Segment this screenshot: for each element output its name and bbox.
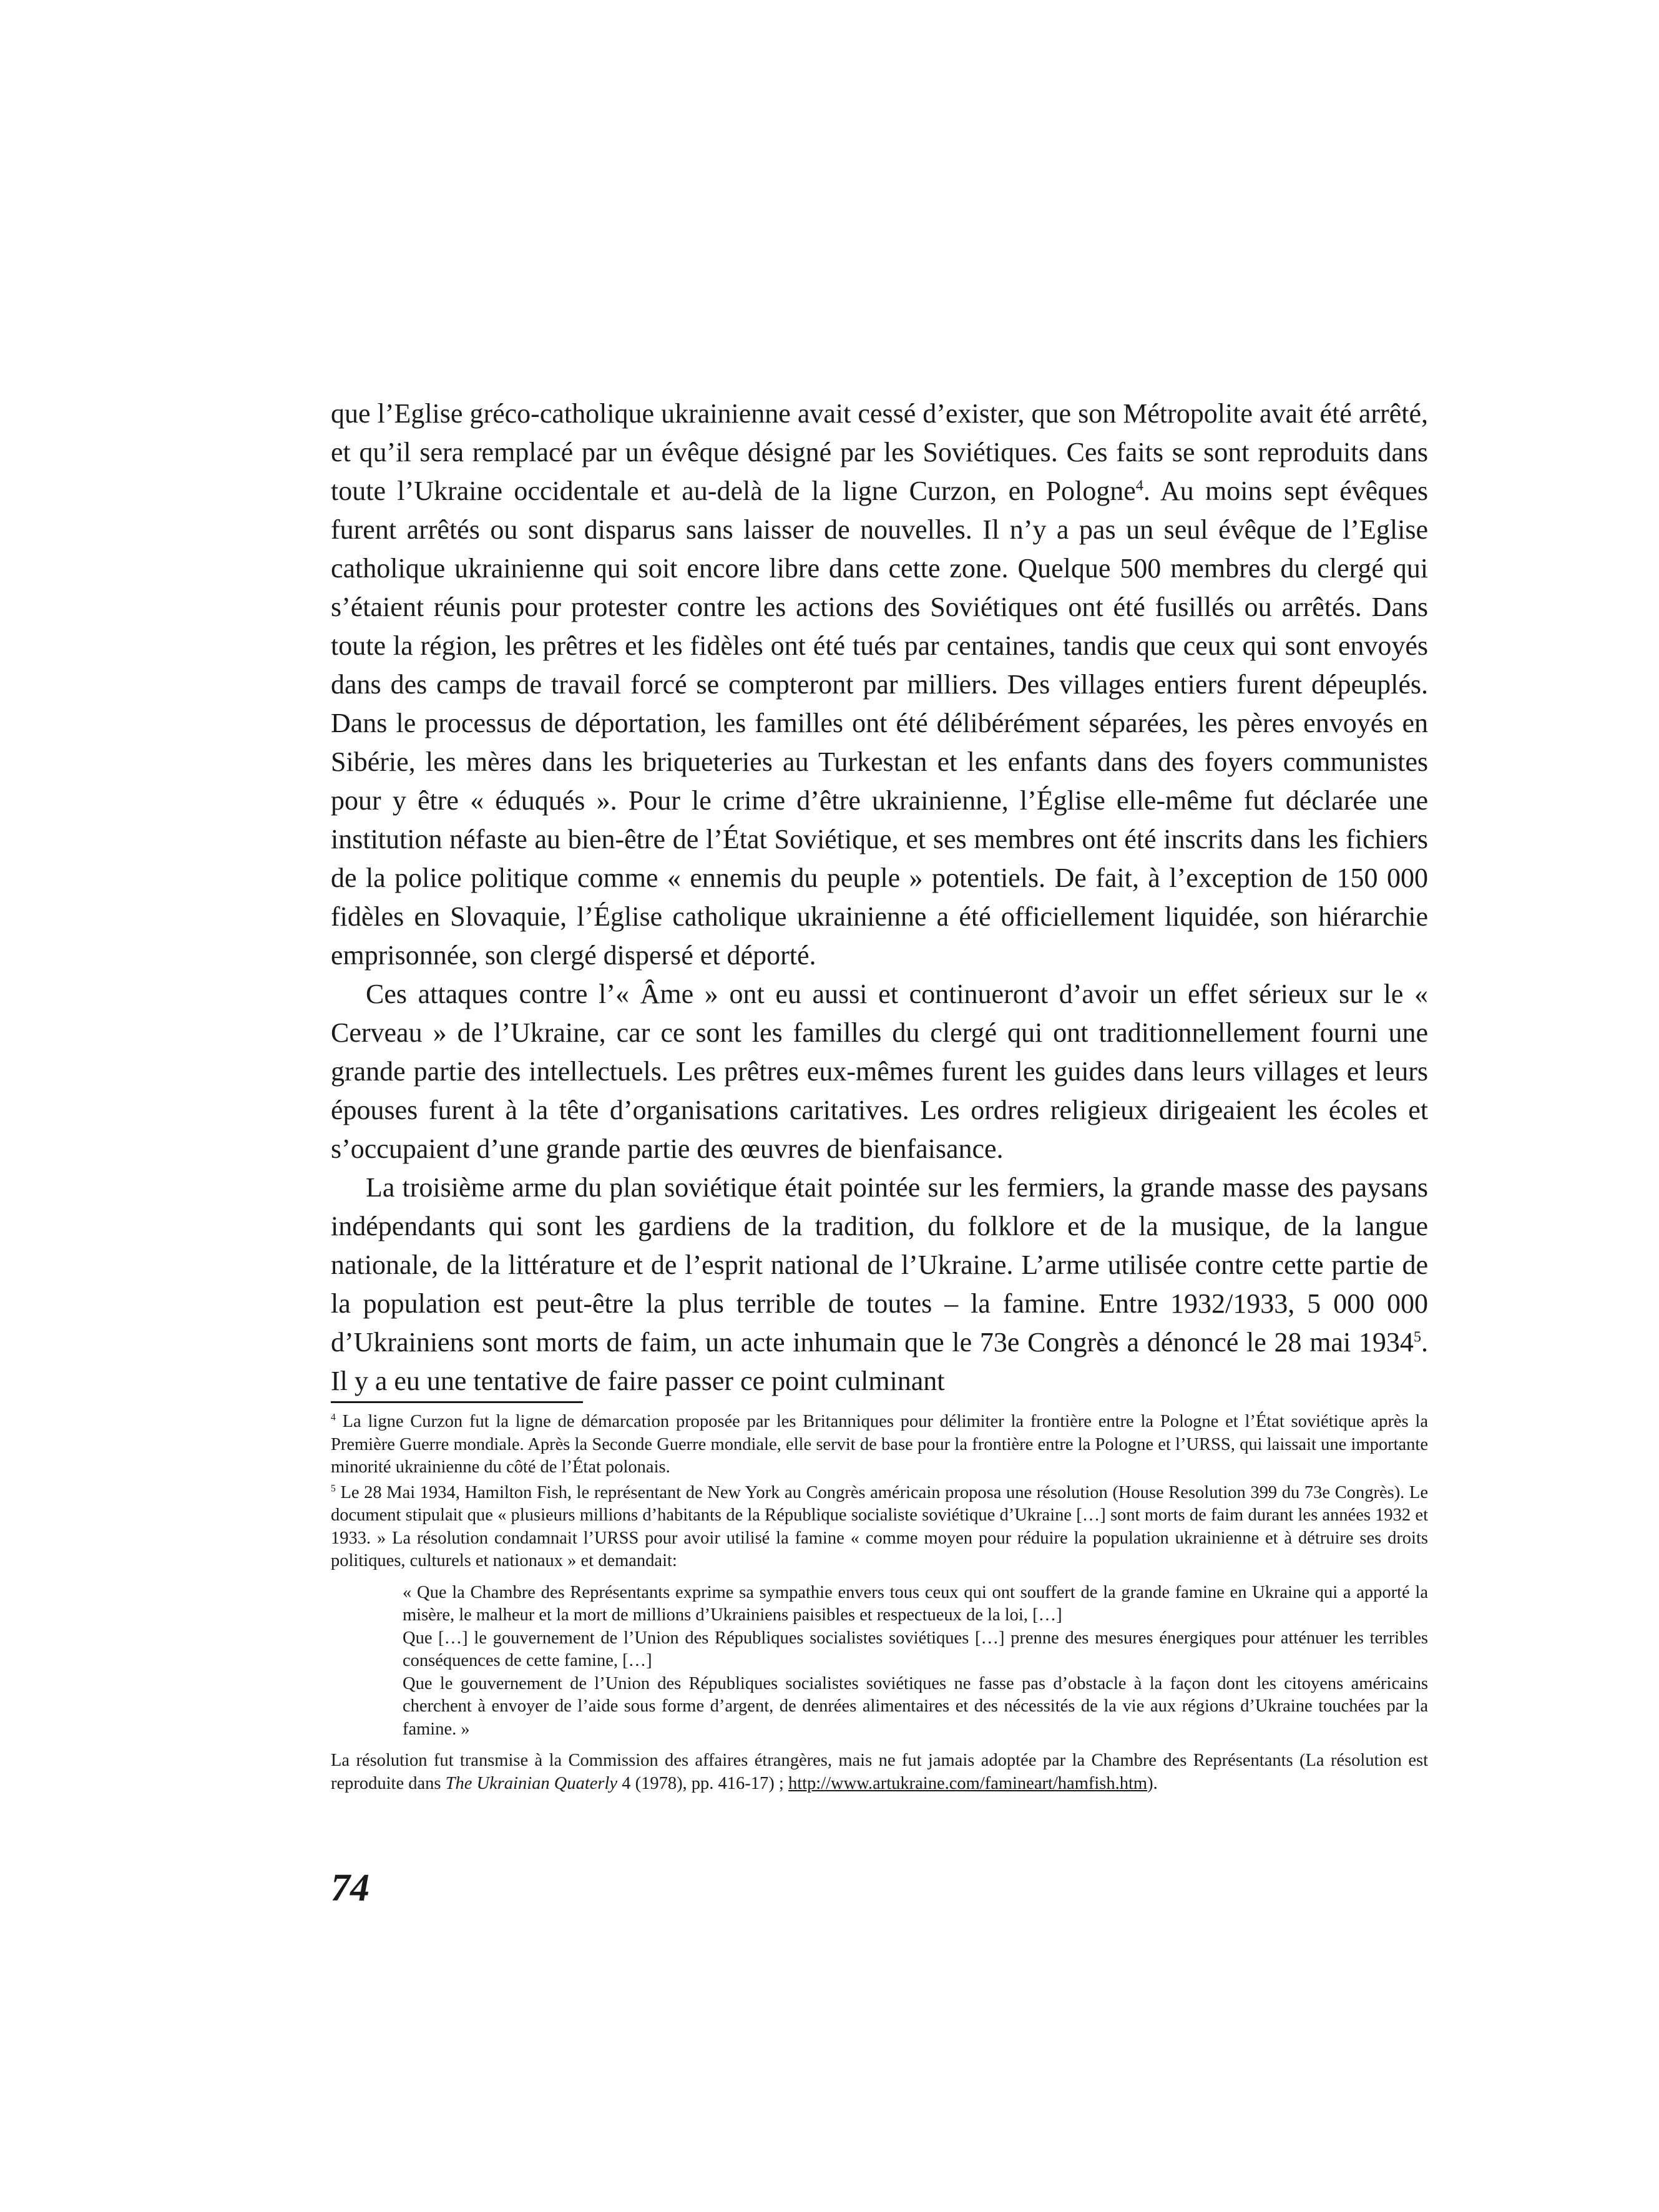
- footnote-number-5: 5: [331, 1483, 336, 1494]
- paragraph-1: [331, 394, 1428, 975]
- resolution-note: [331, 1750, 1428, 1795]
- quote-line-2: Que […] le gouvernement de l’Union des Républiques socialistes soviétiques […] prenne des mesures énergiques pour atténuer les terribles conséquences de cette famine, […]: [403, 1628, 1428, 1670]
- page-number: 74: [331, 1867, 369, 1909]
- footnote-5: [331, 1482, 1428, 1573]
- footnote-separator: [331, 1401, 583, 1403]
- footnote-4-text: La ligne Curzon fut la ligne de démarcation proposée par les Britanniques pour délimiter la frontière entre la Pologne et l’État soviétique après la Première Guerre mondiale. Après la Seconde Guerre mondiale, elle servit de base pour la frontière entre la Pologne et l’URSS, qui laissait une importante minorité ukrainienne du côté de l’État polonais.: [331, 1412, 1428, 1477]
- paragraph-3: [331, 1168, 1428, 1401]
- resolution-note-text-a: La résolution fut transmise à la Commission des affaires étrangères, mais ne fut jamais adoptée par la Chambre des Représentants (La résolution est reproduite dans: [331, 1751, 1428, 1793]
- main-text: [331, 394, 1428, 1401]
- paragraph-3-text-b: . Il y a eu une tentative de faire passer ce point culminant: [331, 1327, 1428, 1396]
- quote-line-1: « Que la Chambre des Représentants exprime sa sympathie envers tous ceux qui ont souffert de la grande famine en Ukraine qui a apporté la misère, le malheur et la mort de millions d’Ukrainiens paisibles et respectueux de la loi, […]: [403, 1582, 1428, 1625]
- footnote-ref-5[interactable]: 5: [1413, 1328, 1421, 1346]
- paragraph-1-text-b: . Au moins sept évêques furent arrêtés ou sont disparus sans laisser de nouvelles. Il n’y a pas un seul évêque de l’Eglise catholique ukrainienne qui soit encore libre dans cette zone. Quelque 500 membres du clergé qui s’étaient réunis pour protester contre les actions des Soviétiques ont été fusillés ou arrêtés. Dans toute la région, les prêtres et les fidèles ont été tués par centaines, tandis que ceux qui sont envoyés dans des camps de travail forcé se compteront par milliers. Des villages entiers furent dépeuplés. Dans le processus de déportation, les familles ont été délibérément séparées, les pères envoyés en Sibérie, les mères dans les briqueteries au Turkestan et les enfants dans des foyers communistes pour y être « éduqués ». Pour le crime d’être ukrainienne, l’Église elle-même fut déclarée une institution néfaste au bien-être de l’État Soviétique, et ses membres ont été inscrits dans les fichiers de la police politique comme « ennemis du peuple » potentiels. De fait, à l’exception de 150 000 fidèles en Slovaquie, l’Église catholique ukrainienne a été officiellement liquidée, son hiérarchie emprisonnée, son clergé dispersé et déporté.: [331, 476, 1428, 971]
- source-link[interactable]: http://www.artukraine.com/famineart/hamfish.htm: [788, 1773, 1148, 1793]
- journal-title: The Ukrainian Quaterly: [445, 1773, 618, 1793]
- footnote-number-4: 4: [331, 1412, 336, 1423]
- footnotes: [331, 1411, 1428, 1795]
- resolution-note-text-b: 4 (1978), pp. 416-17) ;: [617, 1773, 788, 1793]
- paragraph-1-text-a: que l’Eglise gréco-catholique ukrainienne avait cessé d’exister, que son Métropolite avait été arrêté, et qu’il sera remplacé par un évêque désigné par les Soviétiques. Ces faits se sont reproduits dans toute l’Ukraine occidentale et au-delà de la ligne Curzon, en Pologne: [331, 398, 1428, 506]
- footnote-5-text: Le 28 Mai 1934, Hamilton Fish, le représentant de New York au Congrès américain proposa une résolution (House Resolution 399 du 73e Congrès). Le document stipulait que « plusieurs millions d’habitants de la République socialiste soviétique d’Ukraine […] sont morts de faim durant les années 1932 et 1933. » La résolution condamnait l’URSS pour avoir utilisé la famine « comme moyen pour réduire la population ukrainienne et à détruire ses droits politiques, culturels et nationaux » et demandait:: [331, 1482, 1428, 1570]
- resolution-quote: [403, 1582, 1428, 1741]
- paragraph-2: Ces attaques contre l’« Âme » ont eu aussi et continueront d’avoir un effet sérieux sur le « Cerveau » de l’Ukraine, car ce sont les familles du clergé qui ont traditionnellement fourni une grande partie des intellectuels. Les prêtres eux-mêmes furent les guides dans leurs villages et leurs épouses furent à la tête d’organisations caritatives. Les ordres religieux dirigeaient les écoles et s’occupaient d’une grande partie des œuvres de bienfaisance.: [331, 979, 1428, 1164]
- resolution-note-text-c: ).: [1147, 1773, 1158, 1793]
- quote-line-3: Que le gouvernement de l’Union des Républiques socialistes soviétiques ne fasse pas d’obstacle à la façon dont les citoyens américains cherchent à envoyer de l’aide sous forme d’argent, de denrées alimentaires et des nécessités de la vie aux régions d’Ukraine touchées par la famine. »: [403, 1673, 1428, 1739]
- footnote-4: [331, 1411, 1428, 1479]
- paragraph-3-text-a: La troisième arme du plan soviétique était pointée sur les fermiers, la grande masse des paysans indépendants qui sont les gardiens de la tradition, du folklore et de la musique, de la langue nationale, de la littérature et de l’esprit national de l’Ukraine. L’arme utilisée contre cette partie de la population est peut-être la plus terrible de toutes – la famine. Entre 1932/1933, 5 000 000 d’Ukrainiens sont morts de faim, un acte inhumain que le 73e Congrès a dénoncé le 28 mai 1934: [331, 1172, 1428, 1358]
- footnote-ref-4[interactable]: 4: [1135, 477, 1143, 494]
